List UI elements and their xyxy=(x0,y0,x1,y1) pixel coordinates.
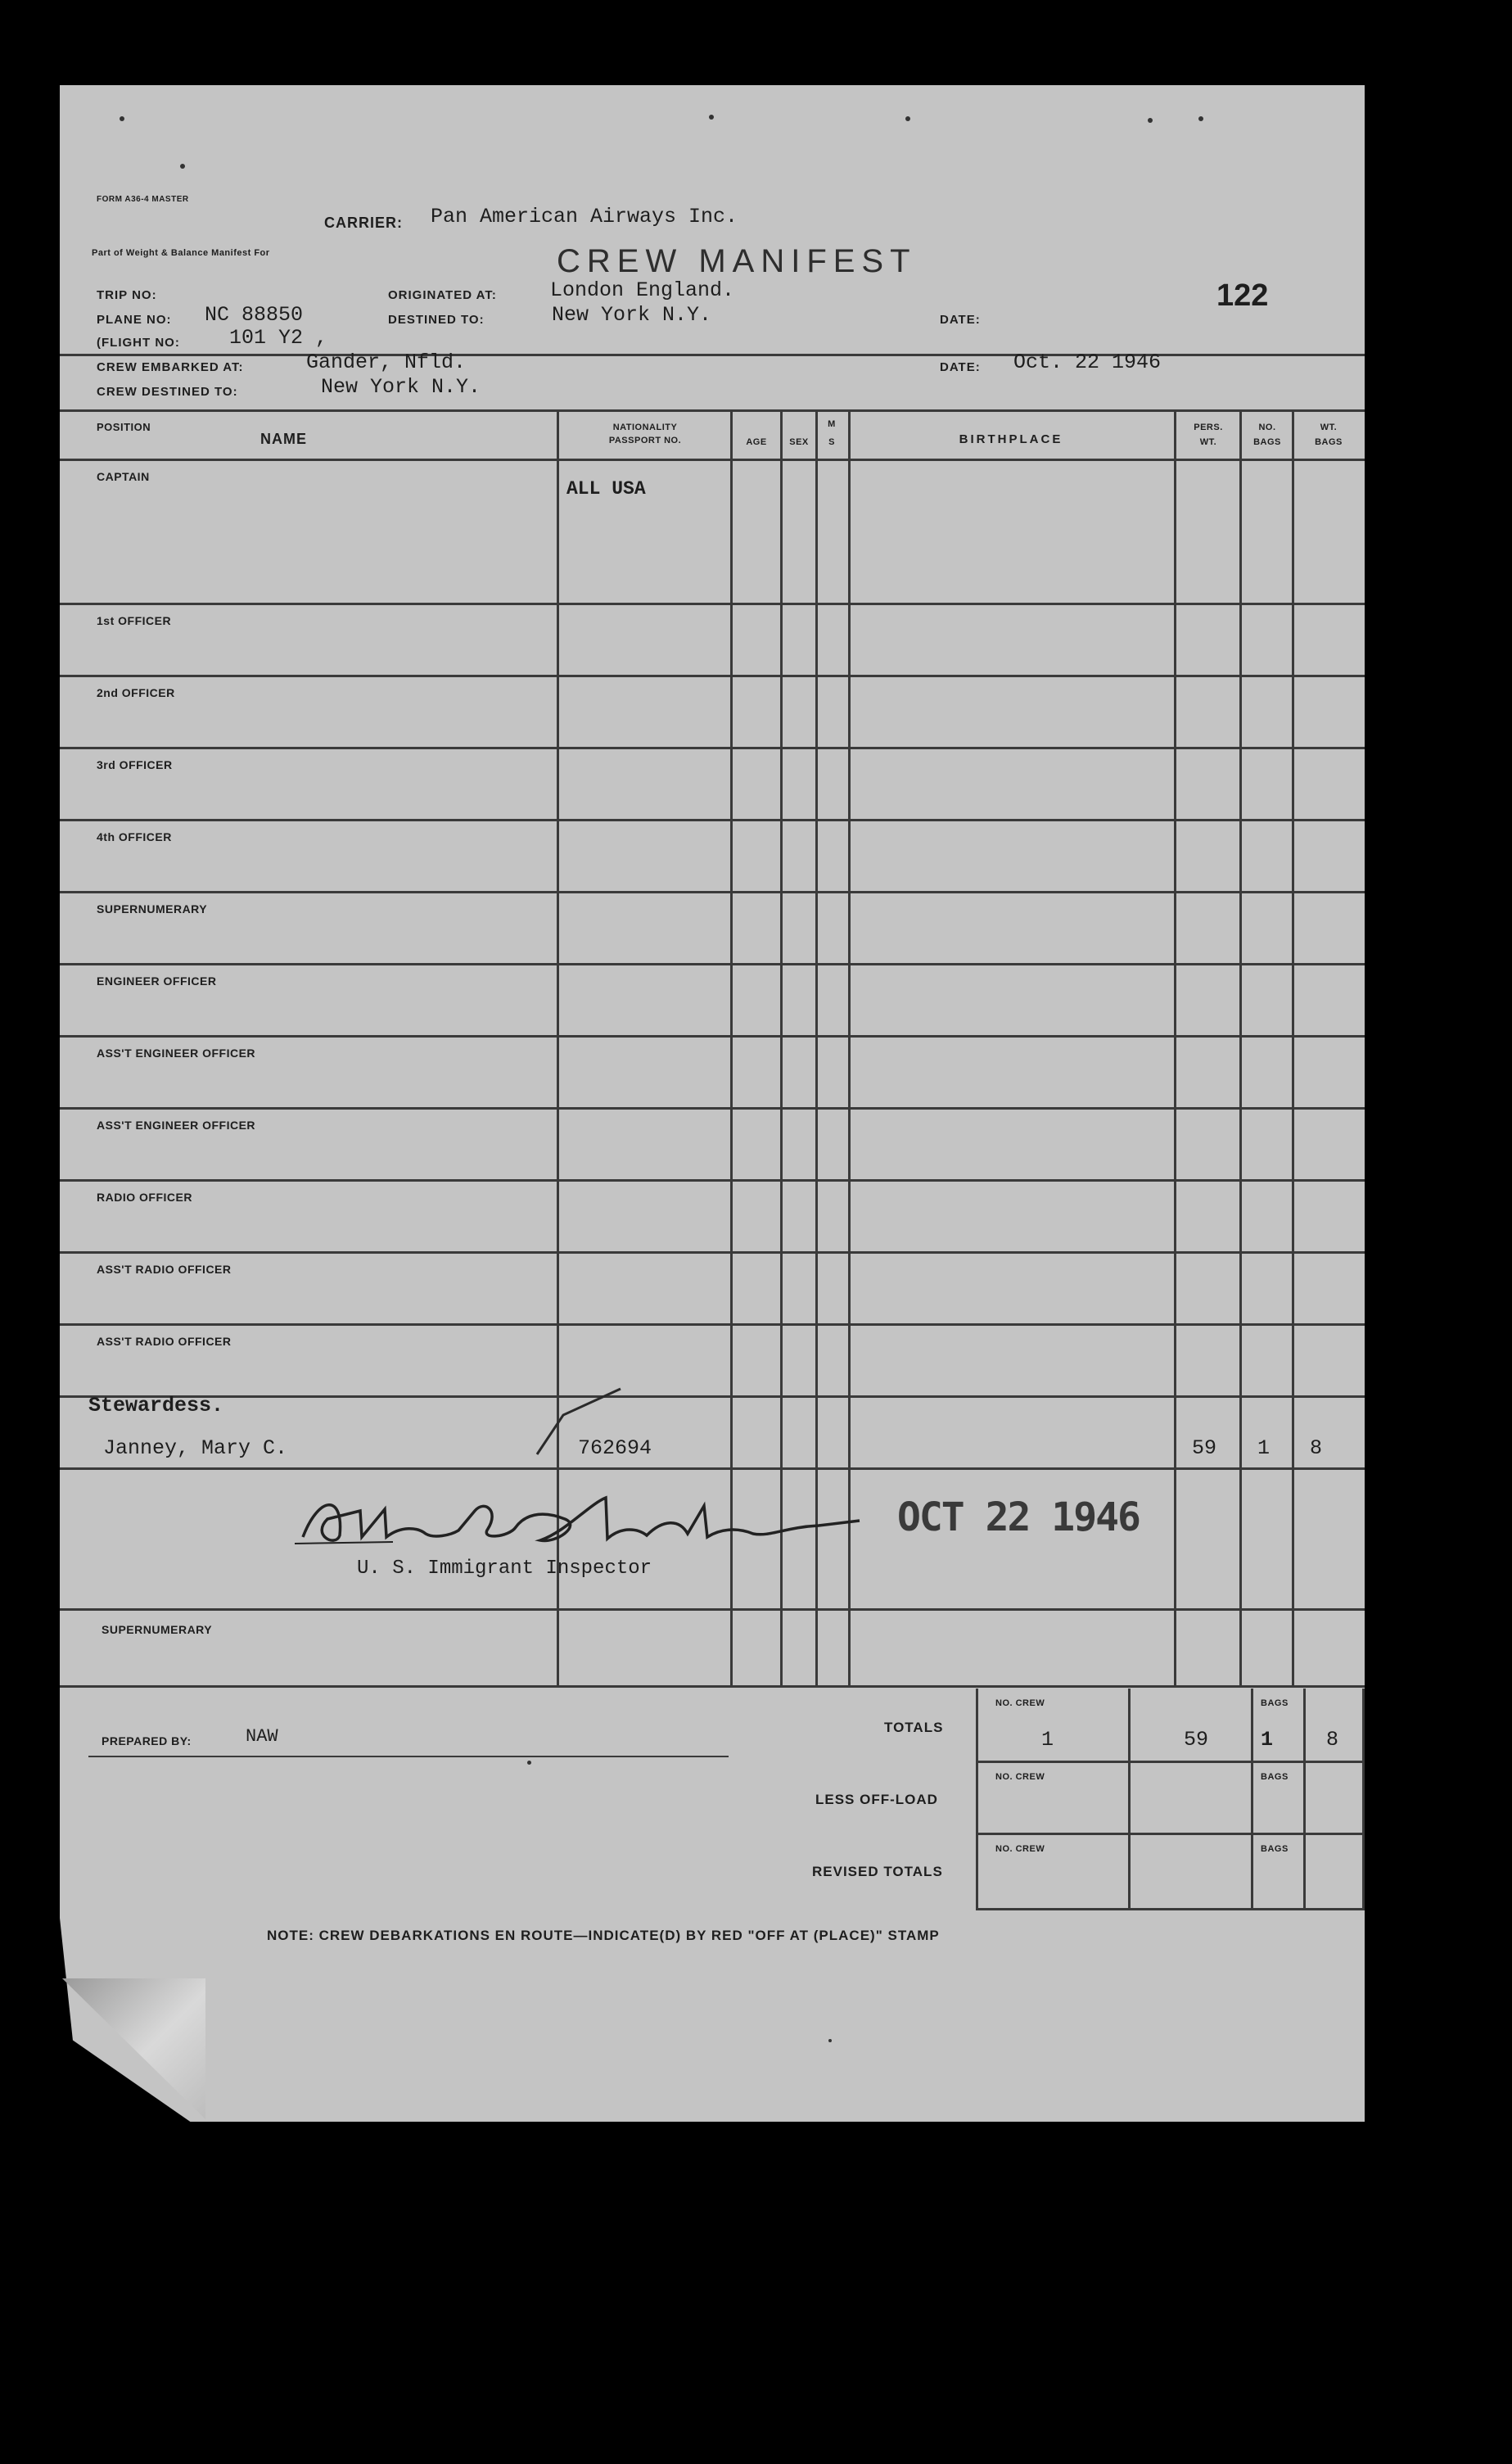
no-crew-label: NO. CREW xyxy=(995,1844,1045,1854)
col-age: AGE xyxy=(746,437,767,447)
date-label: DATE: xyxy=(940,313,981,327)
row-rule xyxy=(60,1395,1365,1398)
col-position: POSITION xyxy=(97,421,151,433)
position-label: 4th OFFICER xyxy=(97,830,172,843)
position-label: CAPTAIN xyxy=(97,470,150,483)
col-divider xyxy=(1174,409,1176,1687)
speck xyxy=(828,2039,832,2042)
totals-grid-line xyxy=(976,1833,1365,1835)
crew-name: Janney, Mary C. xyxy=(103,1436,288,1460)
speck xyxy=(180,164,185,169)
crew-embarked-value: Gander, Nfld. xyxy=(306,350,467,374)
position-label: 1st OFFICER xyxy=(97,614,172,627)
trip-no-label: TRIP NO: xyxy=(97,288,157,302)
position-label: ASS'T ENGINEER OFFICER xyxy=(97,1047,256,1060)
totals-label: TOTALS xyxy=(884,1720,944,1735)
col-no-bags-1: NO. xyxy=(1258,423,1276,432)
row-rule xyxy=(60,1035,1365,1038)
speck xyxy=(1198,116,1203,121)
position-label: ENGINEER OFFICER xyxy=(97,974,217,988)
totals-grid-line xyxy=(1251,1689,1253,1910)
col-wt-bags-1: WT. xyxy=(1320,423,1338,432)
row-rule xyxy=(60,1467,1365,1470)
stewardess-heading: Stewardess. xyxy=(88,1394,224,1417)
col-pers-wt-1: PERS. xyxy=(1194,423,1223,432)
col-pers-wt-2: WT. xyxy=(1199,437,1217,447)
date-stamp: OCT 22 1946 xyxy=(897,1494,1140,1540)
position-label: ASS'T RADIO OFFICER xyxy=(97,1263,232,1276)
row-rule xyxy=(60,891,1365,893)
col-ms-m: M xyxy=(828,419,836,429)
totals-grid-line xyxy=(976,1908,1365,1910)
position-label: 3rd OFFICER xyxy=(97,758,173,771)
bags-label: BAGS xyxy=(1261,1698,1289,1708)
totals-no-crew: 1 xyxy=(1041,1728,1054,1752)
speck xyxy=(1148,118,1153,123)
prepared-by-line xyxy=(88,1756,729,1757)
bags-label: BAGS xyxy=(1261,1844,1289,1854)
speck xyxy=(709,115,714,120)
crew-no-bags: 1 xyxy=(1257,1436,1271,1460)
position-label: RADIO OFFICER xyxy=(97,1191,192,1204)
row-rule xyxy=(60,1179,1365,1182)
speck xyxy=(527,1761,531,1765)
manifest-paper xyxy=(60,85,1365,2122)
nationality-all: ALL USA xyxy=(566,478,646,500)
page-number: 122 xyxy=(1216,278,1269,313)
inspector-title: U. S. Immigrant Inspector xyxy=(357,1558,652,1580)
date2-label: DATE: xyxy=(940,360,981,374)
row-rule xyxy=(60,963,1365,965)
revised-totals-label: REVISED TOTALS xyxy=(812,1864,943,1879)
col-birthplace: BIRTHPLACE xyxy=(959,432,1063,446)
destined-value: New York N.Y. xyxy=(552,303,712,327)
prepared-by-value: NAW xyxy=(246,1726,278,1747)
totals-grid-line xyxy=(1303,1689,1306,1910)
crew-destined-value: New York N.Y. xyxy=(321,375,481,399)
crew-pers-wt: 59 xyxy=(1192,1436,1217,1460)
speck xyxy=(905,116,910,121)
crew-passport: 762694 xyxy=(578,1436,652,1460)
totals-grid-line xyxy=(976,1761,1365,1763)
crew-wt-bags: 8 xyxy=(1310,1436,1323,1460)
less-offload-label: LESS OFF-LOAD xyxy=(815,1792,938,1807)
row-rule xyxy=(60,1323,1365,1326)
totals-pers-wt: 59 xyxy=(1184,1728,1209,1752)
no-crew-label: NO. CREW xyxy=(995,1698,1045,1708)
row-rule xyxy=(60,1107,1365,1110)
plane-no-label: PLANE NO: xyxy=(97,313,172,327)
row-rule xyxy=(60,603,1365,605)
crew-destined-label: CREW DESTINED TO: xyxy=(97,385,238,399)
date2-value: Oct. 22 1946 xyxy=(1013,350,1162,374)
crew-embarked-label: CREW EMBARKED AT: xyxy=(97,360,244,374)
row-rule xyxy=(60,675,1365,677)
col-divider xyxy=(1239,409,1242,1687)
originated-label: ORIGINATED AT: xyxy=(388,288,497,302)
row-rule xyxy=(60,819,1365,821)
position-label: SUPERNUMERARY xyxy=(102,1623,213,1636)
totals-wt-bags: 8 xyxy=(1326,1728,1339,1752)
col-passport: PASSPORT NO. xyxy=(608,436,682,445)
table-bottom-rule xyxy=(60,1685,1365,1688)
totals-grid-line xyxy=(976,1689,978,1910)
destined-label: DESTINED TO: xyxy=(388,313,485,327)
col-no-bags-2: BAGS xyxy=(1253,437,1281,447)
note: NOTE: CREW DEBARKATIONS EN ROUTE—INDICATE(D) BY RED "OFF AT (PLACE)" STAMP xyxy=(267,1928,940,1943)
totals-grid-line xyxy=(1128,1689,1131,1910)
header-rule xyxy=(60,354,1365,356)
plane-no-value: NC 88850 xyxy=(205,303,304,327)
inspector-signature xyxy=(295,1486,868,1552)
no-crew-label: NO. CREW xyxy=(995,1772,1045,1782)
carrier-value: Pan American Airways Inc. xyxy=(431,205,738,228)
position-label: ASS'T ENGINEER OFFICER xyxy=(97,1119,256,1132)
prepared-by-label: PREPARED BY: xyxy=(102,1734,192,1747)
table-top-rule xyxy=(60,409,1365,412)
col-sex: SEX xyxy=(789,437,809,447)
col-nationality: NATIONALITY xyxy=(612,423,678,432)
totals-grid-line xyxy=(1362,1689,1365,1910)
bags-label: BAGS xyxy=(1261,1772,1289,1782)
form-id: FORM A36-4 MASTER xyxy=(97,195,189,204)
col-ms-s: S xyxy=(828,437,835,447)
row-rule xyxy=(60,1608,1365,1611)
flight-no-value: 101 Y2 , xyxy=(229,326,328,350)
col-name: NAME xyxy=(260,431,307,447)
carrier-label: CARRIER: xyxy=(324,215,403,231)
document-title: CREW MANIFEST xyxy=(557,243,917,279)
totals-bags: 1 xyxy=(1261,1728,1274,1752)
position-label: 2nd OFFICER xyxy=(97,686,175,699)
header-bottom-rule xyxy=(60,459,1365,461)
flight-no-label: (FLIGHT NO: xyxy=(97,336,180,350)
row-rule xyxy=(60,1251,1365,1254)
position-label: SUPERNUMERARY xyxy=(97,902,208,916)
col-wt-bags-2: BAGS xyxy=(1315,437,1343,447)
col-divider xyxy=(1292,409,1294,1687)
speck xyxy=(120,116,124,121)
originated-value: London England. xyxy=(550,278,735,302)
position-label: ASS'T RADIO OFFICER xyxy=(97,1335,232,1348)
part-of-label: Part of Weight & Balance Manifest For xyxy=(92,248,270,258)
row-rule xyxy=(60,747,1365,749)
